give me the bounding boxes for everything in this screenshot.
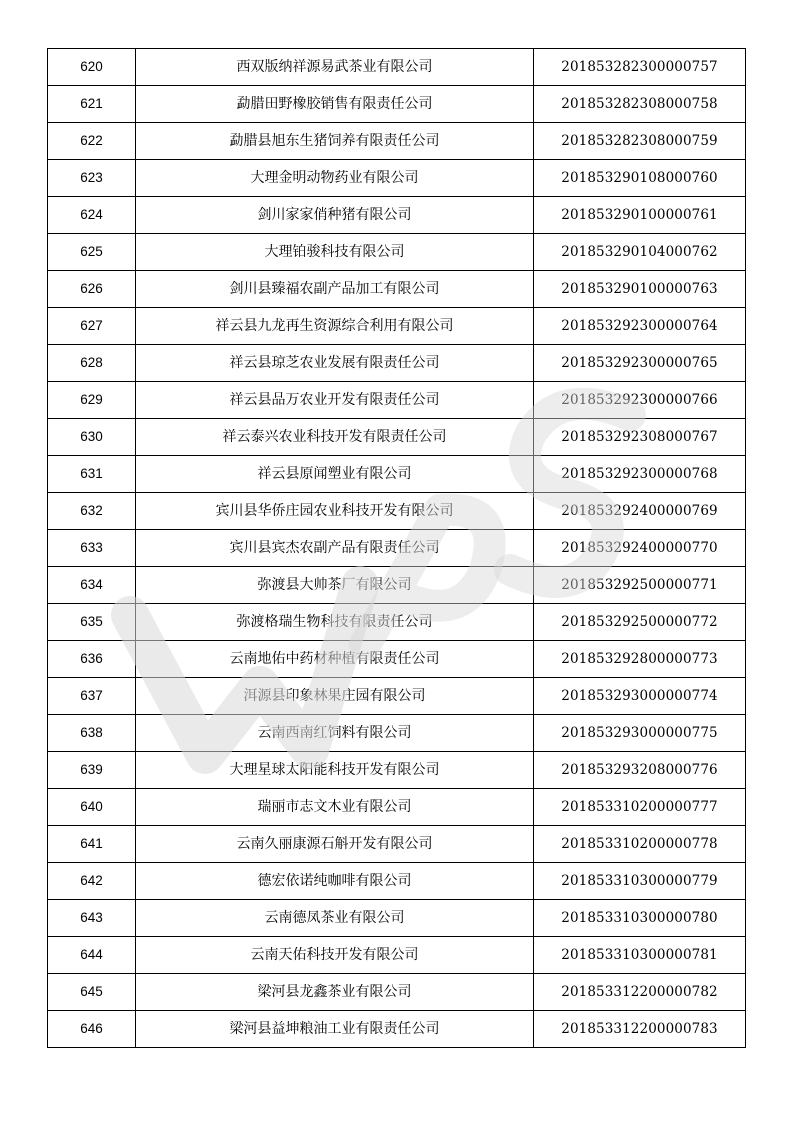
row-number: 645 xyxy=(48,974,136,1011)
row-number: 642 xyxy=(48,863,136,900)
row-number: 620 xyxy=(48,49,136,86)
row-number: 621 xyxy=(48,86,136,123)
table-row xyxy=(48,271,746,308)
registration-code: 201853292400000770 xyxy=(534,530,746,567)
row-number: 627 xyxy=(48,308,136,345)
registration-code: 201853282308000758 xyxy=(534,86,746,123)
company-registry-table xyxy=(47,48,746,1048)
table-row xyxy=(48,345,746,382)
registration-code: 201853310200000777 xyxy=(534,789,746,826)
row-number: 623 xyxy=(48,160,136,197)
row-number: 638 xyxy=(48,715,136,752)
company-name: 祥云县九龙再生资源综合利用有限公司 xyxy=(136,308,534,345)
row-number: 626 xyxy=(48,271,136,308)
company-name: 云南德凤茶业有限公司 xyxy=(136,900,534,937)
company-name: 剑川县臻福农副产品加工有限公司 xyxy=(136,271,534,308)
registration-code: 201853292300000768 xyxy=(534,456,746,493)
table-row xyxy=(48,308,746,345)
registration-code: 201853310300000780 xyxy=(534,900,746,937)
row-number: 643 xyxy=(48,900,136,937)
registration-code: 201853312200000783 xyxy=(534,1011,746,1048)
row-number: 641 xyxy=(48,826,136,863)
table-row xyxy=(48,604,746,641)
company-name: 云南地佑中药材种植有限责任公司 xyxy=(136,641,534,678)
row-number: 640 xyxy=(48,789,136,826)
company-name: 宾川县华侨庄园农业科技开发有限公司 xyxy=(136,493,534,530)
company-name: 祥云泰兴农业科技开发有限责任公司 xyxy=(136,419,534,456)
table-row xyxy=(48,937,746,974)
table-row xyxy=(48,160,746,197)
company-name: 弥渡县大帅茶厂有限公司 xyxy=(136,567,534,604)
company-name: 云南久丽康源石斛开发有限公司 xyxy=(136,826,534,863)
table-row xyxy=(48,789,746,826)
company-name: 梁河县益坤粮油工业有限责任公司 xyxy=(136,1011,534,1048)
company-name: 大理金明动物药业有限公司 xyxy=(136,160,534,197)
row-number: 631 xyxy=(48,456,136,493)
row-number: 628 xyxy=(48,345,136,382)
table-row xyxy=(48,567,746,604)
registration-code: 201853292308000767 xyxy=(534,419,746,456)
company-name: 西双版纳祥源易武茶业有限公司 xyxy=(136,49,534,86)
table-row xyxy=(48,456,746,493)
table-row xyxy=(48,530,746,567)
row-number: 637 xyxy=(48,678,136,715)
registration-code: 201853293208000776 xyxy=(534,752,746,789)
registration-code: 201853290108000760 xyxy=(534,160,746,197)
company-name: 弥渡格瑞生物科技有限责任公司 xyxy=(136,604,534,641)
table-row xyxy=(48,49,746,86)
row-number: 622 xyxy=(48,123,136,160)
company-name: 祥云县琼芝农业发展有限责任公司 xyxy=(136,345,534,382)
table-row xyxy=(48,974,746,1011)
row-number: 644 xyxy=(48,937,136,974)
table-row xyxy=(48,123,746,160)
table-row xyxy=(48,863,746,900)
table-row xyxy=(48,900,746,937)
company-name: 大理星球太阳能科技开发有限公司 xyxy=(136,752,534,789)
table-row xyxy=(48,86,746,123)
table-row xyxy=(48,715,746,752)
table-row xyxy=(48,382,746,419)
company-name: 祥云县品万农业开发有限责任公司 xyxy=(136,382,534,419)
company-name: 大理铂骏科技有限公司 xyxy=(136,234,534,271)
registration-code: 201853292300000764 xyxy=(534,308,746,345)
registration-code: 201853292500000772 xyxy=(534,604,746,641)
registration-code: 201853290104000762 xyxy=(534,234,746,271)
company-name: 勐腊县旭东生猪饲养有限责任公司 xyxy=(136,123,534,160)
row-number: 629 xyxy=(48,382,136,419)
company-name: 梁河县龙鑫茶业有限公司 xyxy=(136,974,534,1011)
company-name: 德宏依诺纯咖啡有限公司 xyxy=(136,863,534,900)
company-name: 洱源县印象林果庄园有限公司 xyxy=(136,678,534,715)
registration-code: 201853310200000778 xyxy=(534,826,746,863)
registration-code: 201853290100000761 xyxy=(534,197,746,234)
registration-code: 201853282308000759 xyxy=(534,123,746,160)
company-name: 祥云县原闻塑业有限公司 xyxy=(136,456,534,493)
row-number: 635 xyxy=(48,604,136,641)
table-row xyxy=(48,234,746,271)
row-number: 625 xyxy=(48,234,136,271)
row-number: 634 xyxy=(48,567,136,604)
table-row xyxy=(48,826,746,863)
row-number: 639 xyxy=(48,752,136,789)
row-number: 636 xyxy=(48,641,136,678)
registration-code: 201853290100000763 xyxy=(534,271,746,308)
row-number: 646 xyxy=(48,1011,136,1048)
registration-code: 201853293000000775 xyxy=(534,715,746,752)
table-row xyxy=(48,197,746,234)
registration-code: 201853310300000781 xyxy=(534,937,746,974)
company-name: 宾川县宾杰农副产品有限责任公司 xyxy=(136,530,534,567)
table-row xyxy=(48,1011,746,1048)
registration-code: 201853292500000771 xyxy=(534,567,746,604)
row-number: 630 xyxy=(48,419,136,456)
company-name: 勐腊田野橡胶销售有限责任公司 xyxy=(136,86,534,123)
company-name: 云南天佑科技开发有限公司 xyxy=(136,937,534,974)
table-row xyxy=(48,493,746,530)
table-row xyxy=(48,752,746,789)
company-name: 瑞丽市志文木业有限公司 xyxy=(136,789,534,826)
registration-code: 201853310300000779 xyxy=(534,863,746,900)
row-number: 632 xyxy=(48,493,136,530)
table-row xyxy=(48,419,746,456)
registration-code: 201853292800000773 xyxy=(534,641,746,678)
company-name: 剑川家家俏种猪有限公司 xyxy=(136,197,534,234)
registration-code: 201853292300000766 xyxy=(534,382,746,419)
table-row xyxy=(48,641,746,678)
registration-code: 201853312200000782 xyxy=(534,974,746,1011)
registration-code: 201853293000000774 xyxy=(534,678,746,715)
table-body xyxy=(48,49,746,1048)
row-number: 624 xyxy=(48,197,136,234)
company-name: 云南西南红饲料有限公司 xyxy=(136,715,534,752)
registration-code: 201853282300000757 xyxy=(534,49,746,86)
registration-code: 201853292400000769 xyxy=(534,493,746,530)
registration-code: 201853292300000765 xyxy=(534,345,746,382)
table-row xyxy=(48,678,746,715)
row-number: 633 xyxy=(48,530,136,567)
